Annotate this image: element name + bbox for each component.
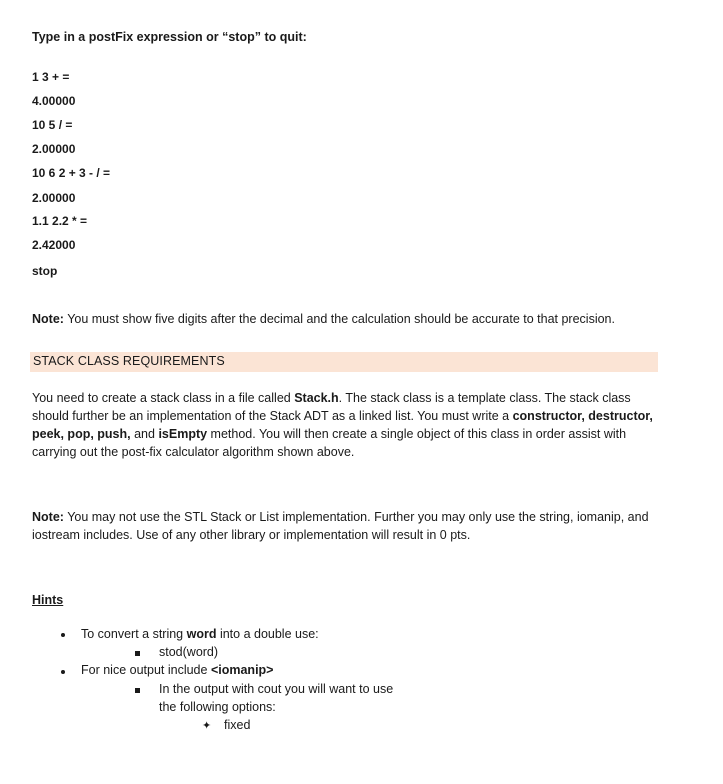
note-label: Note: [32, 510, 64, 524]
requirements-paragraph [32, 389, 658, 461]
hint-subitem-cout-line2: the following options: [159, 700, 276, 714]
session-line-input: 1 3 + = [32, 70, 70, 84]
session-line-input: 1.1 2.2 * = [32, 214, 88, 228]
req-isempty: isEmpty [158, 427, 208, 441]
note-text: You may not use the STL Stack or List implementation. Further you may only use the string, iomanip, and iostream includes. Use of any other library or implementation will result in 0 pts. [32, 510, 649, 542]
hint-subitem-stod: stod(word) [159, 645, 219, 659]
prompt-text: Type in a postFix expression or “stop” to quit: [32, 30, 307, 44]
hint-item-convert [81, 627, 319, 641]
req-text-3: and [130, 427, 159, 441]
session-line-output: 2.00000 [32, 191, 76, 205]
precision-note [32, 312, 615, 326]
note-label: Note: [32, 312, 64, 326]
session-line-input: 10 6 2 + 3 - / = [32, 166, 111, 180]
hint-text: For nice output include [81, 663, 211, 677]
bullet-square-icon [135, 688, 140, 693]
section-header [30, 352, 658, 372]
hint-keyword: word [186, 627, 217, 641]
session-line-input: 10 5 / = [32, 118, 73, 132]
bullet-square-icon [135, 651, 140, 656]
req-text-4: method. You will then create a single object of this class in order assist with carrying out the post-fix calculator algorithm shown above. [32, 427, 627, 459]
bullet-dot-icon [61, 633, 65, 637]
hint-subsubitem-fixed: fixed [224, 718, 251, 732]
hint-subitem-cout-line1: In the output with cout you will want to use [159, 682, 394, 696]
req-text-2: . The stack class is a template class. The stack class should further be an implementation of the Stack ADT as a linked list. You must write a [32, 391, 631, 423]
session-line-output: 4.00000 [32, 94, 76, 108]
session-line-output: 2.00000 [32, 142, 76, 156]
req-methods: constructor, destructor, peek, pop, push, [32, 409, 653, 441]
hint-text: into a double use: [216, 627, 319, 641]
hint-text: To convert a string [81, 627, 187, 641]
hint-item-output [81, 663, 273, 677]
session-line-output: 2.42000 [32, 238, 76, 252]
hints-heading: Hints [32, 593, 64, 607]
req-filename: Stack.h [294, 391, 339, 405]
session-line-stop: stop [32, 264, 58, 278]
bullet-dot-icon [61, 670, 65, 674]
req-text-1: You need to create a stack class in a file called [32, 391, 295, 405]
star-bullet-icon: ✦ [202, 720, 212, 732]
note-text: You must show five digits after the decimal and the calculation should be accurate to that precision. [63, 312, 615, 326]
hint-keyword: <iomanip> [210, 663, 274, 677]
library-note [32, 508, 658, 544]
section-title: STACK CLASS REQUIREMENTS [33, 354, 225, 368]
